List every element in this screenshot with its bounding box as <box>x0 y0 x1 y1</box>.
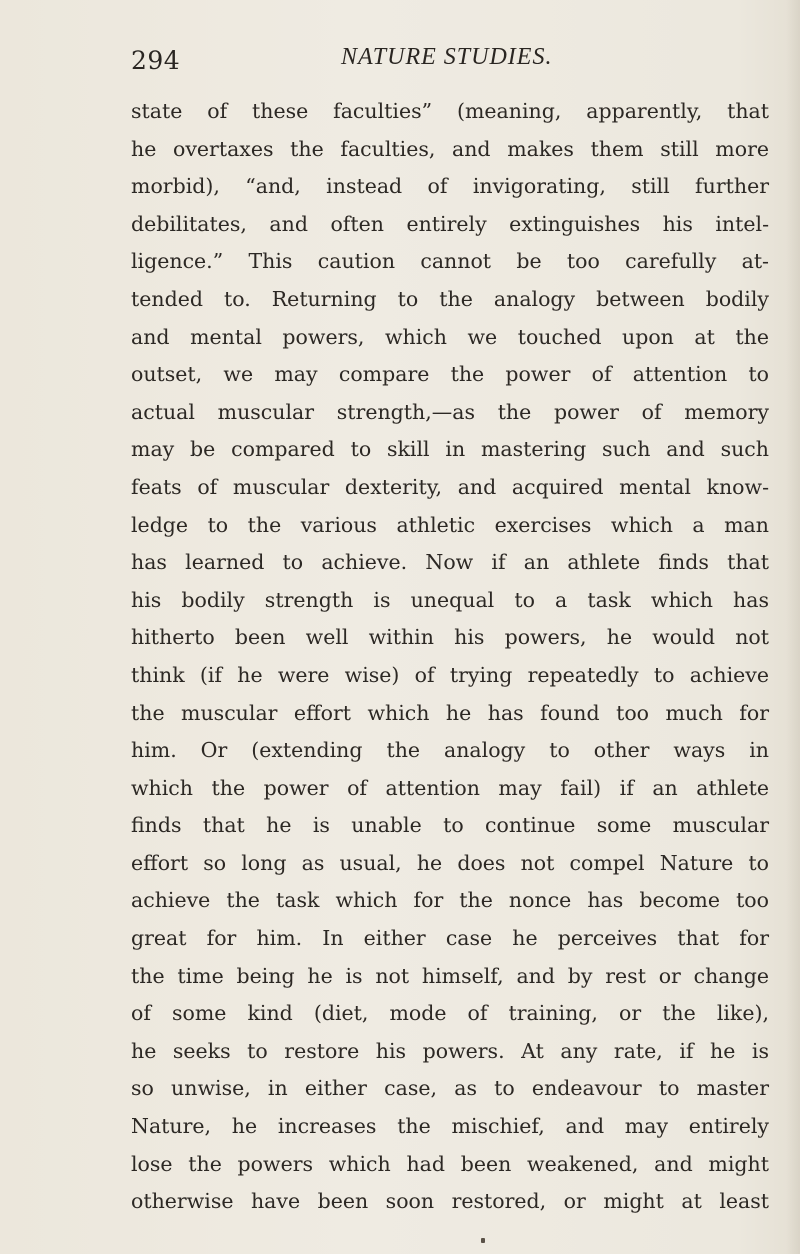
text-line: which the power of attention may fail) if an athlete <box>131 775 769 800</box>
page-header <box>131 42 771 82</box>
text-line: him. Or (extending the analogy to other ways in <box>131 738 769 763</box>
text-line: achieve the task which for the nonce has become too <box>131 888 769 913</box>
body-text <box>131 93 769 1221</box>
text-line: hitherto been well within his powers, he would not <box>131 625 769 650</box>
text-line: state of these faculties” (meaning, apparently, that <box>131 99 769 123</box>
text-line: ledge to the various athletic exercises which a man <box>131 512 769 537</box>
text-line: he overtaxes the faculties, and makes them still more <box>131 136 769 161</box>
text-line: debilitates, and often entirely extinguishes his intel- <box>131 211 769 236</box>
text-line: has learned to achieve. Now if an athlete finds that <box>131 550 769 575</box>
text-line: outset, we may compare the power of attention to <box>131 362 769 387</box>
text-line: the muscular effort which he has found too much for <box>131 700 769 725</box>
text-line: think (if he were wise) of trying repeatedly to achieve <box>131 662 769 687</box>
text-line: lose the powers which had been weakened, and might <box>131 1151 769 1176</box>
text-line: feats of muscular dexterity, and acquired mental know- <box>131 474 769 499</box>
text-line: finds that he is unable to continue some muscular <box>131 813 769 838</box>
text-line: tended to. Returning to the analogy between bodily <box>131 286 769 311</box>
running-head: NATURE STUDIES. <box>341 44 553 70</box>
text-line: of some kind (diet, mode of training, or the like), <box>131 1001 769 1026</box>
text-line: morbid), “and, instead of invigorating, still further <box>131 174 769 199</box>
text-line: he seeks to restore his powers. At any rate, if he is <box>131 1038 769 1063</box>
page-edge-shadow <box>786 0 800 1254</box>
text-line: effort so long as usual, he does not compel Nature to <box>131 850 769 875</box>
text-line: otherwise have been soon restored, or might at least <box>131 1189 769 1214</box>
text-line: and mental powers, which we touched upon at the <box>131 324 769 349</box>
text-line: ligence.” This caution cannot be too carefully at- <box>131 249 769 274</box>
ink-speck <box>481 1238 485 1243</box>
text-line: his bodily strength is unequal to a task which has <box>131 587 769 612</box>
text-line: the time being he is not himself, and by rest or change <box>131 963 769 988</box>
page-number: 294 <box>131 46 181 75</box>
text-line: actual muscular strength,—as the power of memory <box>131 399 769 424</box>
text-line: may be compared to skill in mastering such and such <box>131 437 769 462</box>
text-line: so unwise, in either case, as to endeavour to master <box>131 1076 769 1101</box>
text-line: great for him. In either case he perceives that for <box>131 926 769 951</box>
text-line: Nature, he increases the mischief, and may entirely <box>131 1114 769 1139</box>
